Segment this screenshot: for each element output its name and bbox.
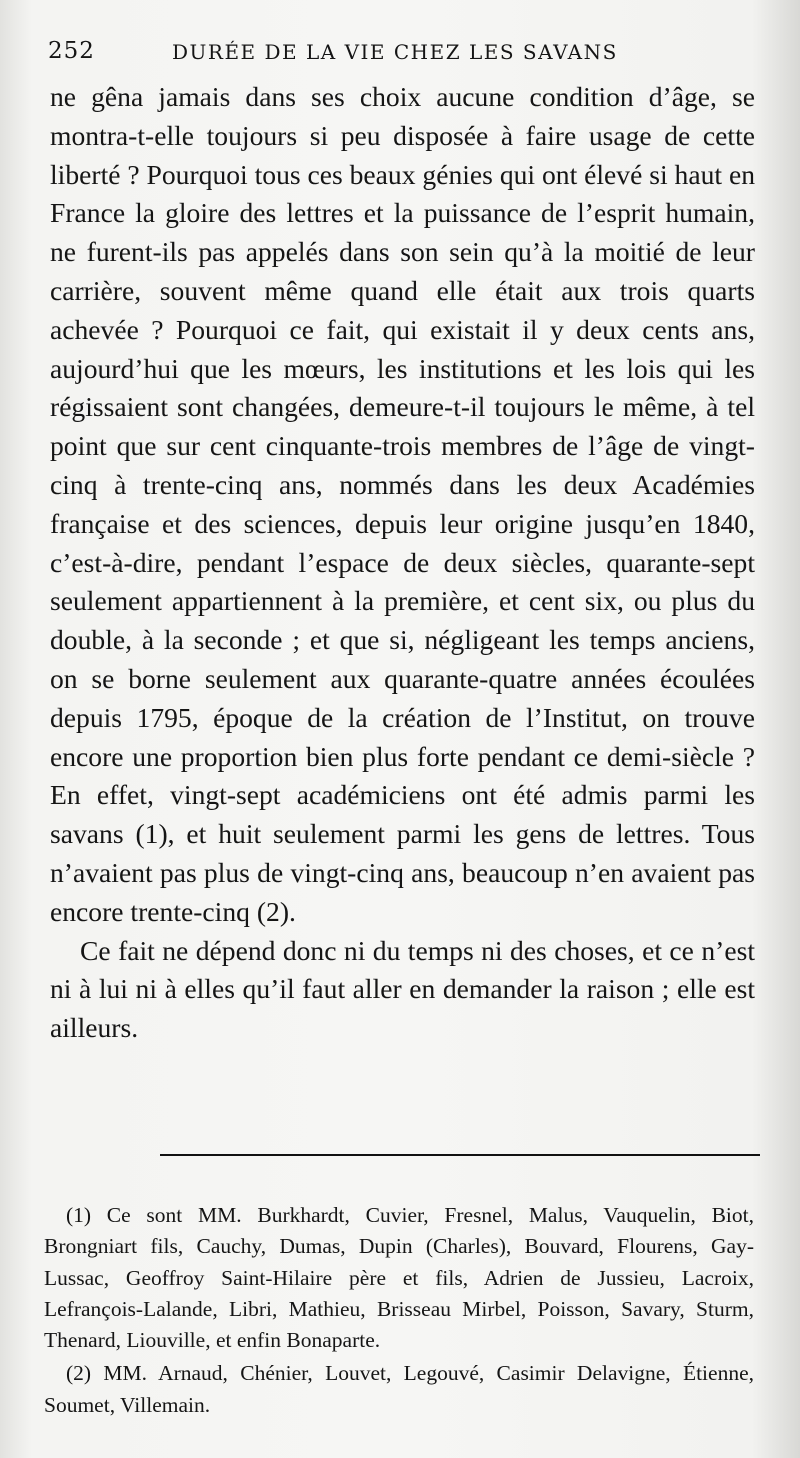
footnote-rule xyxy=(160,1154,760,1156)
paragraph: Ce fait ne dépend donc ni du temps ni des choses, et ce n’est ni à lui ni à elles qu’il faut aller en demander la raison ; elle est ailleurs. xyxy=(50,934,755,1044)
page-number: 252 xyxy=(48,38,95,64)
footnotes xyxy=(44,1200,754,1421)
footnote-1: (1) Ce sont MM. Burkhardt, Cuvier, Fresnel, Malus, Vauquelin, Biot, Brongniart fils, Cauchy, Dumas, Dupin (Charles), Bouvard, Flourens, Gay-Lussac, Geoffroy Saint-Hilaire père et fils, Adrien de Jussieu, Lacroix, Lefrançois-Lalande, Libri, Mathieu, Brisseau Mirbel, Poisson, Savary, Sturm, Thenard, Liouville, et enfin Bonaparte. xyxy=(44,1203,754,1353)
body-text xyxy=(50,78,755,1048)
paragraph: ne gêna jamais dans ses choix aucune condition d’âge, se montra-t-elle toujours si peu disposée à faire usage de cette liberté ? Pourquoi tous ces beaux génies qui ont élevé si haut en France la gloire des lettres et la puissance de l’esprit humain, ne furent-ils pas appelés dans son sein qu’à la moitié de leur carrière, souvent même quand elle était aux trois quarts achevée ? Pourquoi ce fait, qui existait il y deux cents ans, aujourd’hui que les mœurs, les institutions et les lois qui les régissaient sont changées, demeure-t-il toujours le même, à tel point que sur cent cinquante-trois membres de l’âge de vingt-cinq à trente-cinq ans, nommés dans les deux Académies française et des sciences, depuis leur origine jusqu’en 1840, c’est-à-dire, pendant l’espace de deux siècles, quarante-sept seulement appartiennent à la première, et cent six, ou plus du double, à la seconde ; et que si, négligeant les temps anciens, on se borne seulement aux quarante-quatre années écoulées depuis 1795, époque de la création de l’Institut, on trouve encore une proportion bien plus forte pendant ce demi-siècle ? En effet, vingt-sept académiciens ont été admis parmi les savans (1), et huit seulement parmi les gens de lettres. Tous n’avaient pas plus de vingt-cinq ans, beaucoup n’en avaient pas encore trente-cinq (2). xyxy=(50,81,755,927)
footnote-2: (2) MM. Arnaud, Chénier, Louvet, Legouvé, Casimir Delavigne, Étienne, Soumet, Villemain. xyxy=(44,1361,754,1417)
running-title: DURÉE DE LA VIE CHEZ LES SAVANS xyxy=(172,40,618,64)
running-head xyxy=(44,38,756,70)
